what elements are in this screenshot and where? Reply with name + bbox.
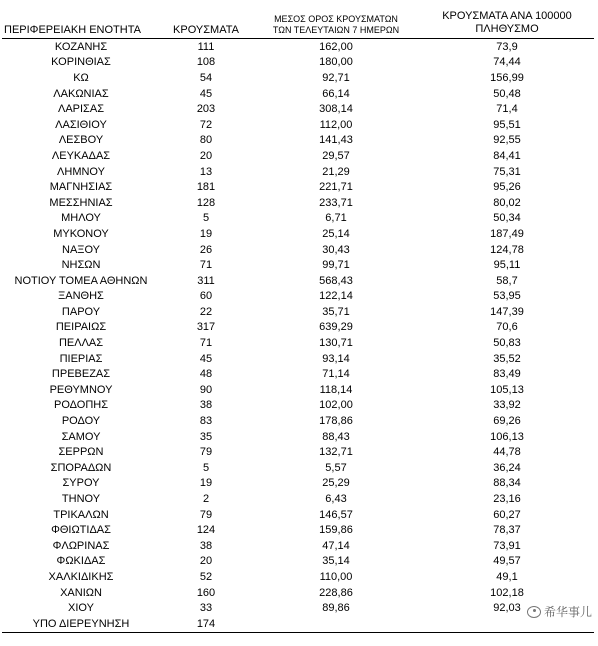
cell-per-100k: 70,6 (496, 321, 518, 334)
cell-cases: 26 (199, 243, 213, 256)
table-row (2, 117, 594, 133)
table-row (2, 164, 594, 180)
cell-per-100k: 88,34 (493, 477, 521, 490)
table-row (2, 444, 594, 460)
cell-region: ΠΡΕΒΕΖΑΣ (51, 368, 111, 381)
table-row (2, 148, 594, 164)
cell-avg-7day: 25,29 (322, 477, 350, 490)
table-row (2, 351, 594, 367)
table-row (2, 538, 594, 554)
table-row (2, 101, 594, 117)
cell-avg-7day: 639,29 (319, 321, 353, 334)
cell-per-100k: 35,52 (493, 352, 521, 365)
cell-cases: 71 (199, 337, 213, 350)
cell-cases: 71 (199, 259, 213, 272)
cell-per-100k: 147,39 (490, 305, 524, 318)
cell-cases: 128 (196, 196, 216, 209)
cell-avg-7day: 130,71 (319, 337, 353, 350)
cell-cases: 83 (199, 415, 213, 428)
cell-avg-7day: 178,86 (319, 415, 353, 428)
cell-cases: 22 (199, 305, 213, 318)
cell-region: ΛΕΣΒΟΥ (58, 134, 104, 147)
cell-avg-7day: 233,71 (319, 196, 353, 209)
cell-per-100k: 80,02 (493, 196, 521, 209)
cell-avg-7day: 568,43 (319, 274, 353, 287)
cell-avg-7day: 25,14 (322, 227, 350, 240)
cell-cases: 45 (199, 352, 213, 365)
cell-cases: 111 (197, 40, 215, 53)
cell-avg-7day: 146,57 (319, 508, 353, 521)
cell-avg-7day: 71,14 (322, 368, 350, 381)
table-row (2, 366, 594, 382)
table-row (2, 195, 594, 211)
cell-region: ΚΟΖΑΝΗΣ (54, 40, 108, 53)
cell-avg-7day: 102,00 (319, 399, 353, 412)
table-row (2, 257, 594, 273)
cell-avg-7day: 180,00 (319, 56, 353, 69)
cell-region: ΛΑΣΙΘΙΟΥ (55, 118, 107, 131)
table-row (2, 289, 594, 305)
table-row (2, 211, 594, 227)
cell-cases: 48 (199, 368, 213, 381)
cell-avg-7day: 228,86 (319, 586, 353, 599)
cell-avg-7day: 122,14 (319, 290, 353, 303)
cell-region: ΜΥΚΟΝΟΥ (53, 227, 109, 240)
table-header-row (2, 10, 594, 39)
cell-avg-7day: 162,00 (319, 40, 353, 53)
cell-per-100k: 71,4 (496, 103, 518, 116)
cell-per-100k: 156,99 (490, 71, 524, 84)
cell-region: ΡΟΔΟΠΗΣ (53, 399, 109, 412)
cell-region: ΠΕΙΡΑΙΩΣ (55, 321, 107, 334)
cell-per-100k: 95,51 (493, 118, 521, 131)
table-body (2, 39, 594, 633)
cell-per-100k: 187,49 (490, 227, 524, 240)
cell-avg-7day: 118,14 (319, 383, 353, 396)
cell-region: ΧΑΛΚΙΔΙΚΗΣ (48, 570, 114, 583)
cell-avg-7day: 112,00 (319, 118, 353, 131)
cell-avg-7day: 21,29 (322, 165, 350, 178)
cell-cases: 5 (202, 461, 210, 474)
table-row (2, 133, 594, 149)
table-row (2, 335, 594, 351)
cell-cases: 90 (199, 383, 213, 396)
table-row (2, 226, 594, 242)
cell-region: ΣΥΡΟΥ (62, 477, 100, 490)
cell-region: ΚΩ (73, 71, 89, 84)
cell-per-100k: 106,13 (490, 430, 524, 443)
cell-per-100k: 95,26 (493, 181, 521, 194)
table-row (2, 460, 594, 476)
cell-cases: 38 (199, 539, 213, 552)
cell-cases: 35 (199, 430, 213, 443)
cell-per-100k: 124,78 (490, 243, 524, 256)
cell-region: ΤΡΙΚΑΛΩΝ (53, 508, 109, 521)
cell-per-100k: 50,34 (493, 212, 521, 225)
cell-cases: 20 (199, 555, 213, 568)
cell-region: ΠΑΡΟΥ (61, 305, 101, 318)
cell-cases: 60 (199, 290, 213, 303)
cell-cases: 80 (199, 134, 213, 147)
cell-region: ΜΑΓΝΗΣΙΑΣ (49, 181, 113, 194)
cell-per-100k: 49,57 (493, 555, 521, 568)
cell-avg-7day: 89,86 (322, 602, 350, 615)
cell-cases: 2 (202, 493, 210, 506)
table-row (2, 616, 594, 632)
table-row (2, 242, 594, 258)
table-row (2, 413, 594, 429)
cell-per-100k: 92,55 (493, 134, 521, 147)
watermark-text: 希华事儿 (543, 605, 592, 619)
cell-per-100k: 102,18 (490, 586, 524, 599)
cell-per-100k: 105,13 (490, 383, 524, 396)
cell-cases: 108 (196, 56, 216, 69)
cell-per-100k: 73,91 (493, 539, 521, 552)
header-region: ΠΕΡΙΦΕΡΕΙΑΚΗ ΕΝΟΤΗΤΑ (2, 10, 160, 39)
cell-region: ΛΕΥΚΑΔΑΣ (51, 149, 111, 162)
covid-cases-table (2, 10, 594, 633)
cell-region: ΜΗΛΟΥ (61, 212, 101, 225)
cell-region: ΤΗΝΟΥ (61, 493, 101, 506)
cell-cases: 20 (199, 149, 213, 162)
cell-region: ΡΕΘΥΜΝΟΥ (49, 383, 113, 396)
cell-avg-7day: 92,71 (322, 71, 350, 84)
cell-per-100k: 75,31 (493, 165, 521, 178)
cell-cases: 33 (199, 602, 213, 615)
cell-cases: 160 (196, 586, 216, 599)
cell-cases: 124 (196, 524, 216, 537)
cell-cases: 38 (199, 399, 213, 412)
cell-per-100k: 73,9 (496, 40, 518, 53)
cell-cases: 19 (199, 477, 213, 490)
cell-region: ΡΟΔΟΥ (61, 415, 101, 428)
table-row (2, 600, 594, 616)
cell-cases: 79 (199, 508, 213, 521)
cell-avg-7day: 141,43 (319, 134, 353, 147)
cell-avg-7day: 88,43 (322, 430, 350, 443)
cell-per-100k: 84,41 (493, 149, 521, 162)
header-7day-average: ΜΕΣΟΣ ΟΡΟΣ ΚΡΟΥΣΜΑΤΩΝ ΤΩΝ ΤΕΛΕΥΤΑΙΩΝ 7 ΗΜΕΡΩΝ (252, 10, 420, 39)
cell-region: ΜΕΣΣΗΝΙΑΣ (49, 196, 113, 209)
table-row (2, 398, 594, 414)
cell-region: ΣΠΟΡΑΔΩΝ (50, 461, 112, 474)
cell-per-100k: 92,03 (493, 602, 521, 615)
table-row (2, 507, 594, 523)
cell-region: ΝΟΤΙΟΥ ΤΟΜΕΑ ΑΘΗΝΩΝ (14, 274, 148, 287)
table-row (2, 70, 594, 86)
cell-region: ΥΠΟ ΔΙΕΡΕΥΝΗΣΗ (2, 616, 160, 632)
table-row (2, 304, 594, 320)
table-row (2, 569, 594, 585)
cell-avg-7day: 35,14 (322, 555, 350, 568)
cell-cases: 203 (196, 103, 216, 116)
cell-per-100k: 36,24 (493, 461, 521, 474)
cell-cases: 317 (196, 321, 216, 334)
cell-per-100k: 58,7 (496, 274, 518, 287)
cell-cases: 54 (199, 71, 213, 84)
cell-region: ΝΑΞΟΥ (62, 243, 100, 256)
cell-region: ΞΑΝΘΗΣ (58, 290, 104, 303)
cell-region: ΦΘΙΩΤΙΔΑΣ (51, 524, 111, 537)
cell-region: ΠΕΛΛΑΣ (58, 337, 104, 350)
cell-cases: 45 (199, 87, 213, 100)
cell-region: ΦΩΚΙΔΑΣ (56, 555, 106, 568)
cell-per-100k: 44,78 (493, 446, 521, 459)
cell-region: ΦΛΩΡΙΝΑΣ (52, 539, 110, 552)
cell-cases: 13 (199, 165, 213, 178)
table-row (2, 429, 594, 445)
table-row (2, 491, 594, 507)
cell-avg-7day: 6,71 (325, 212, 347, 225)
table-row (2, 39, 594, 55)
cell-region: ΠΙΕΡΙΑΣ (59, 352, 103, 365)
cell-avg-7day: 47,14 (322, 539, 350, 552)
cell-per-100k: 95,11 (493, 259, 521, 272)
cell-per-100k: 49,1 (496, 570, 518, 583)
cell-region: ΣΑΜΟΥ (61, 430, 101, 443)
cell-cases: 181 (196, 181, 216, 194)
cell-region: ΛΑΚΩΝΙΑΣ (53, 87, 109, 100)
cell-cases: 5 (202, 212, 210, 225)
cell-cases: 79 (199, 446, 213, 459)
table-row (2, 522, 594, 538)
cell-cases: 52 (199, 570, 213, 583)
table-row (2, 382, 594, 398)
cell-cases: 311 (197, 274, 215, 287)
wechat-logo-icon (527, 606, 541, 618)
cell-per-100k: 74,44 (493, 56, 521, 69)
cell-avg-7day: 29,57 (322, 149, 350, 162)
cell-per-100k: 60,27 (493, 508, 521, 521)
cell-region: ΝΗΣΩΝ (61, 259, 101, 272)
table-row (2, 320, 594, 336)
cell-avg-7day: 308,14 (319, 103, 353, 116)
watermark (527, 603, 592, 620)
cell-cases: 19 (199, 227, 213, 240)
table-row (2, 585, 594, 601)
cell-region: ΛΑΡΙΣΑΣ (57, 103, 104, 116)
cell-avg-7day: 99,71 (322, 259, 350, 272)
cell-avg-7day: 5,57 (325, 461, 347, 474)
table-row (2, 476, 594, 492)
cell-avg-7day: 66,14 (322, 87, 350, 100)
table-row (2, 273, 594, 289)
header-cases-per-100k: ΚΡΟΥΣΜΑΤΑ ΑΝΑ 100000 ΠΛΗΘΥΣΜΟ (420, 10, 594, 39)
cell-avg-7day: 110,00 (319, 570, 353, 583)
cell-cases: 174 (160, 616, 252, 632)
cell-avg-7day: 221,71 (319, 181, 353, 194)
cell-per-100k: 23,16 (493, 493, 521, 506)
table-row (2, 86, 594, 102)
cell-avg-7day: 159,86 (319, 524, 353, 537)
cell-avg-7day: 30,43 (322, 243, 350, 256)
cell-region: ΚΟΡΙΝΘΙΑΣ (51, 56, 111, 69)
table-row (2, 55, 594, 71)
header-cases: ΚΡΟΥΣΜΑΤΑ (160, 10, 252, 39)
cell-region: ΧΑΝΙΩΝ (60, 586, 102, 599)
cell-per-100k: 83,49 (493, 368, 521, 381)
cell-per-100k: 50,83 (493, 337, 521, 350)
cell-avg-7day (252, 616, 420, 632)
table-row (2, 179, 594, 195)
cell-avg-7day: 35,71 (322, 305, 350, 318)
cell-cases: 72 (199, 118, 213, 131)
cell-per-100k: 78,37 (493, 524, 521, 537)
cell-avg-7day: 6,43 (325, 493, 347, 506)
cell-per-100k: 33,92 (493, 399, 521, 412)
cell-region: ΧΙΟΥ (68, 602, 94, 615)
cell-per-100k: 69,26 (493, 415, 521, 428)
cell-region: ΛΗΜΝΟΥ (57, 165, 105, 178)
table-row (2, 554, 594, 570)
cell-per-100k: 53,95 (493, 290, 521, 303)
cell-avg-7day: 93,14 (322, 352, 350, 365)
cell-avg-7day: 132,71 (319, 446, 353, 459)
cell-region: ΣΕΡΡΩΝ (58, 446, 104, 459)
cell-per-100k: 50,48 (493, 87, 521, 100)
